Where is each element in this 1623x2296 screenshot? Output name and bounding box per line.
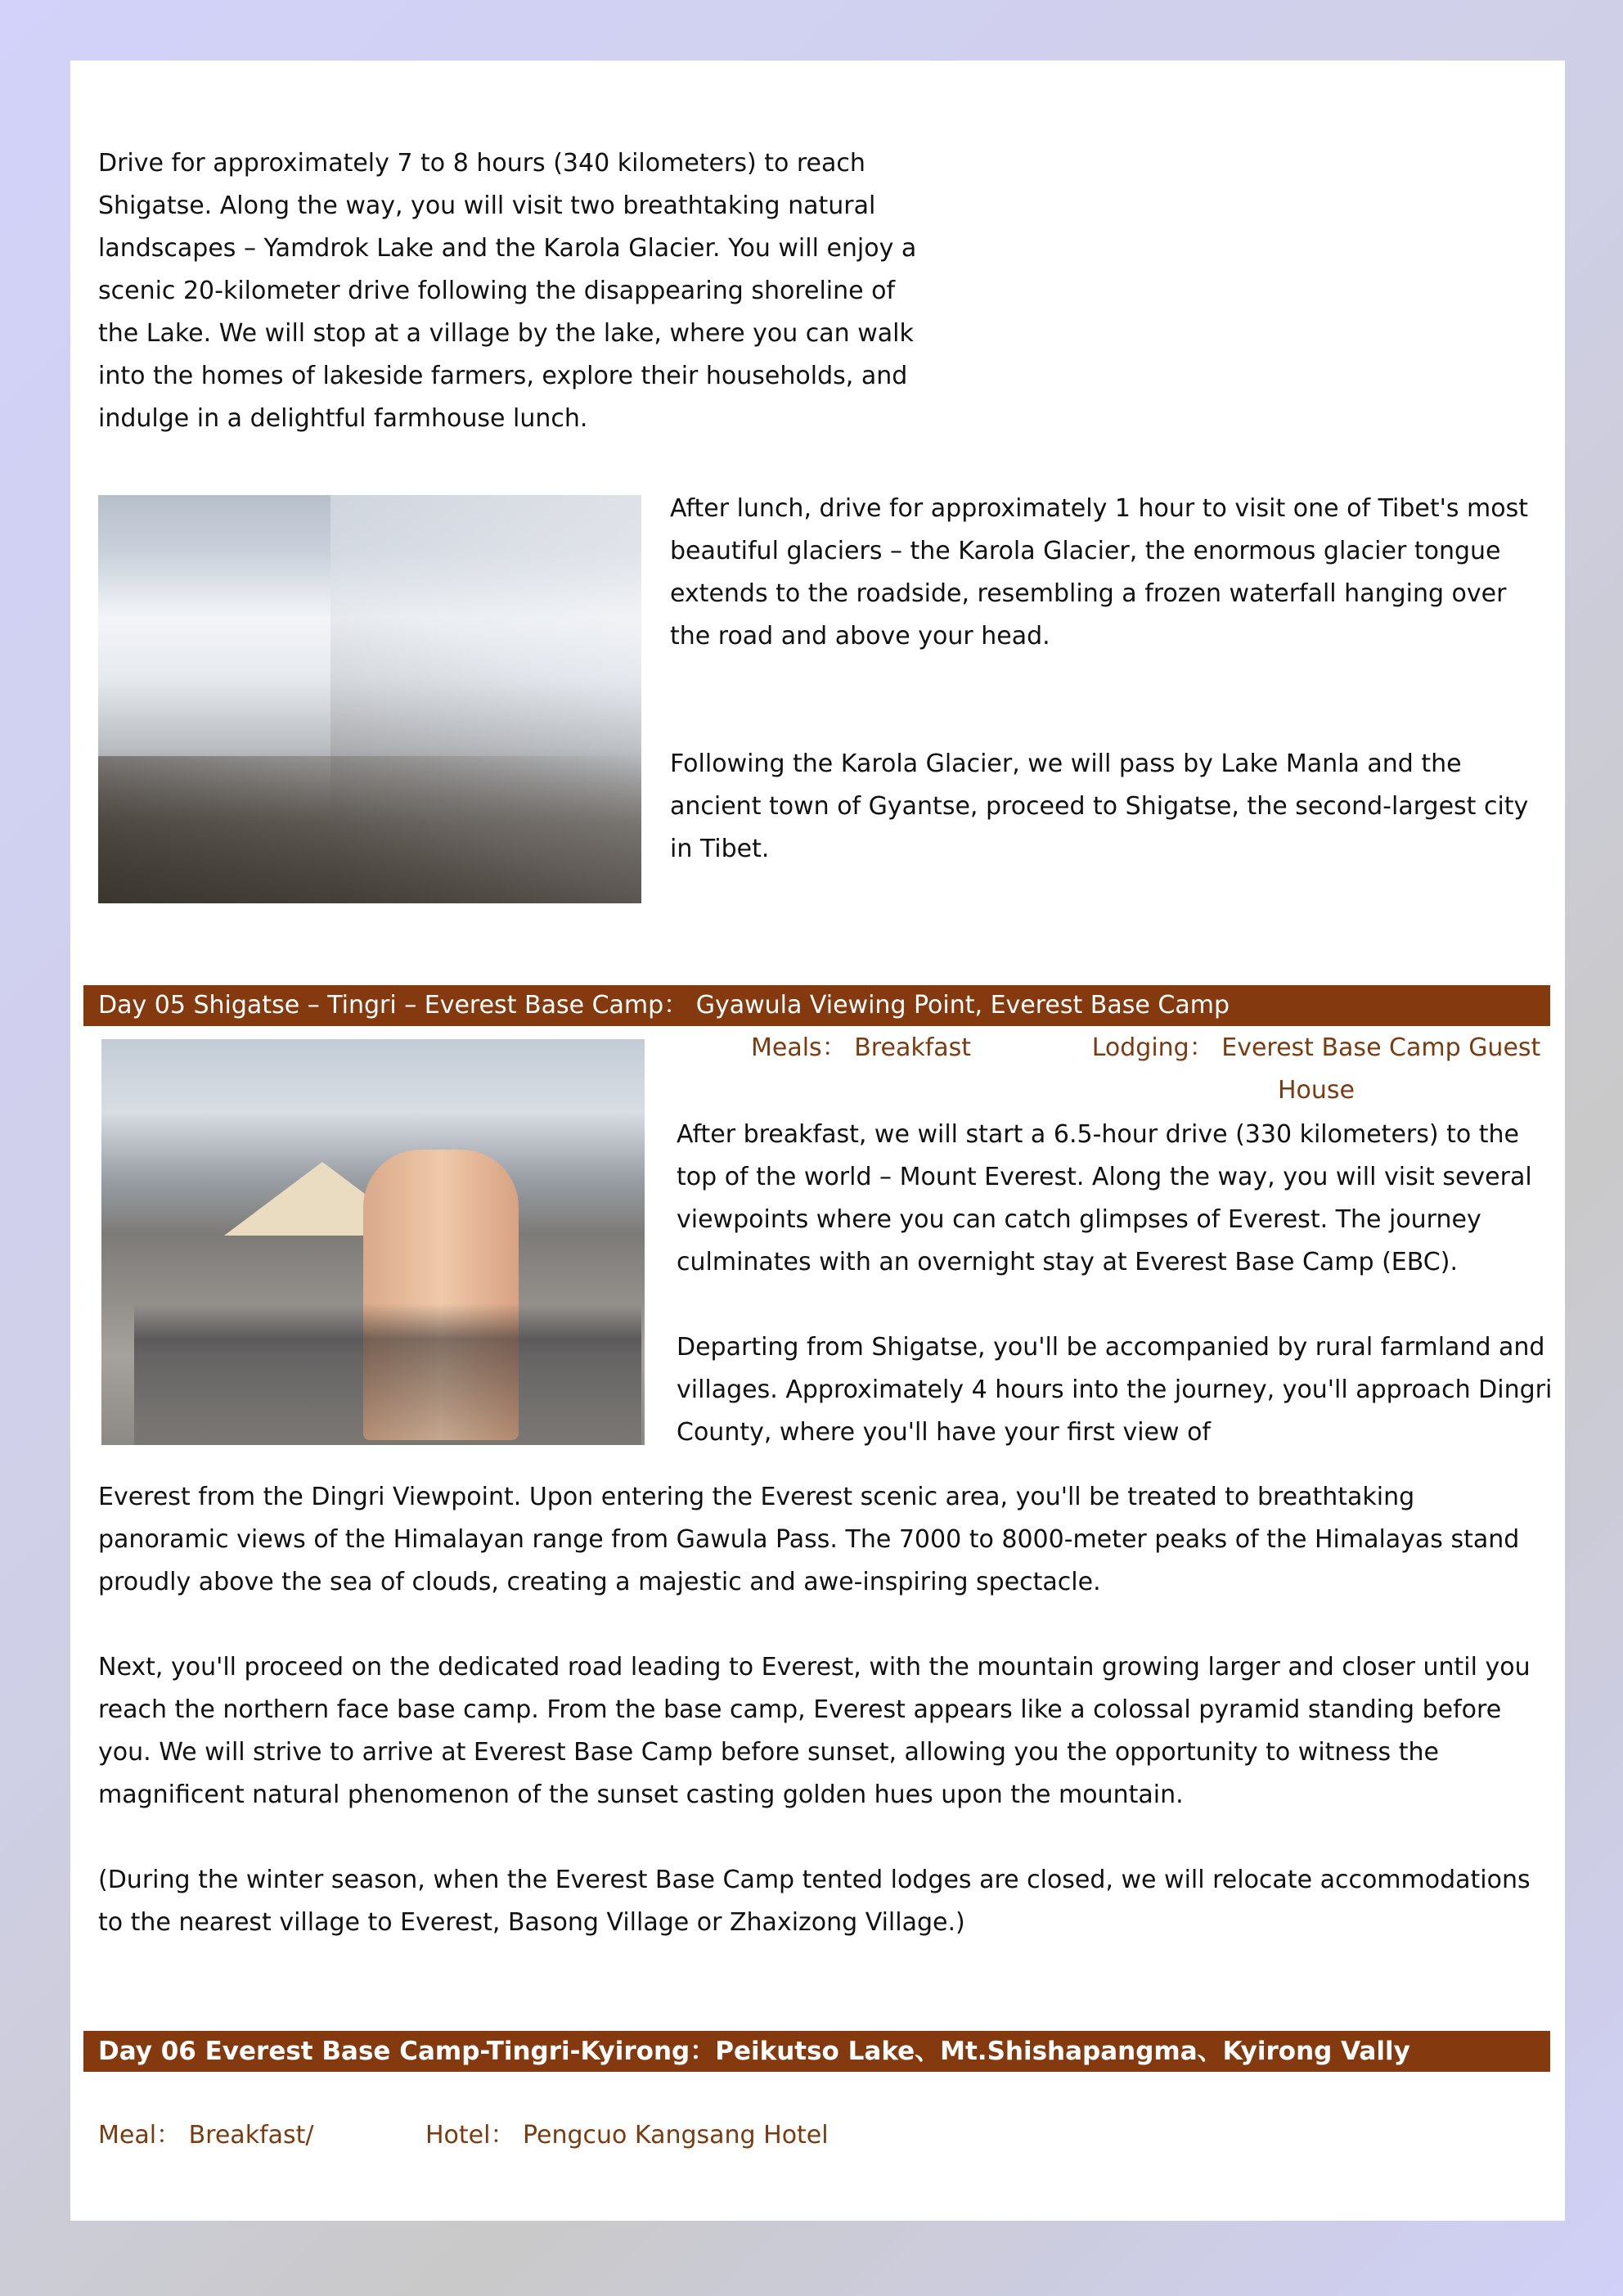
- day05-paragraph-2: Departing from Shigatse, you'll be accompanied by rural farmland and villages. Approximately 4 hours into the journey, you'll approach Dingri County, where you'll have your first view of: [677, 1333, 1553, 1447]
- following-glacier-paragraph: Following the Karola Glacier, we will pass by Lake Manla and the ancient town of Gyantse, proceed to Shigatse, the second-largest city in Tibet.: [670, 750, 1529, 863]
- day05-paragraph-4: Next, you'll proceed on the dedicated road leading to Everest, with the mountain growing larger and closer until you reach the northern face base camp. From the base camp, Everest appears like a colossal pyramid standing before you. We will strive to arrive at Everest Base Camp before sunset, allowing you the opportunity to witness the magnificent natural phenomenon of the sunset casting golden hues upon the mountain.: [98, 1653, 1531, 1809]
- day05-paragraph-3: Everest from the Dingri Viewpoint. Upon entering the Everest scenic area, you'll be treated to breathtaking panoramic views of the Himalayan range from Gawula Pass. The 7000 to 8000-meter peaks of the Himalayas stand proudly above the sea of clouds, creating a majestic and awe-inspiring spectacle.: [98, 1483, 1520, 1596]
- after-lunch-paragraph: After lunch, drive for approximately 1 hour to visit one of Tibet's most beautiful glaciers – the Karola Glacier, the enormous glacier tongue extends to the roadside, resembling a frozen waterfall hanging over the road and above your head.: [670, 494, 1528, 651]
- day05-paragraph-1: After breakfast, we will start a 6.5-hour drive (330 kilometers) to the top of the world – Mount Everest. Along the way, you will visit several viewpoints where you can catch glimpses of Everest. The journey culminates with an overnight stay at Everest Base Camp (EBC).: [677, 1120, 1532, 1276]
- everest-base-camp-photo: [101, 1039, 645, 1445]
- day06-hotel: Hotel： Pengcuo Kangsang Hotel: [425, 2121, 829, 2150]
- day06-title: Day 06 Everest Base Camp-Tingri-Kyirong：Peikutso Lake、Mt.Shishapangma、Kyirong Vally: [98, 2037, 1410, 2066]
- day05-paragraph-5: (During the winter season, when the Everest Base Camp tented lodges are closed, we will relocate accommodations to the nearest village to Everest, Basong Village or Zhaxizong Village.): [98, 1866, 1531, 1937]
- itinerary-page: [70, 61, 1565, 2221]
- day05-lodging: Lodging： Everest Base Camp Guest House: [1091, 1033, 1541, 1105]
- karola-glacier-photo: [98, 495, 641, 903]
- day05-title-banner: [83, 985, 1550, 1026]
- intro-paragraph: Drive for approximately 7 to 8 hours (340 kilometers) to reach Shigatse. Along the way, you will visit two breathtaking natural landscapes – Yamdrok Lake and the Karola Glacier. You will enjoy a scenic 20-kilometer drive following the disappearing shoreline of the Lake. We will stop at a village by the lake, where you can walk into the homes of lakeside farmers, explore their households, and indulge in a delightful farmhouse lunch.: [98, 149, 917, 433]
- day06-meal: Meal： Breakfast/: [98, 2121, 314, 2150]
- day05-meals: Meals： Breakfast: [751, 1033, 972, 1062]
- group-of-travelers: [134, 1268, 641, 1445]
- day05-title: Day 05 Shigatse – Tingri – Everest Base Camp： Gyawula Viewing Point, Everest Base Camp: [98, 991, 1230, 1020]
- glacier-rock: [98, 756, 641, 903]
- day06-title-banner: [83, 2031, 1550, 2072]
